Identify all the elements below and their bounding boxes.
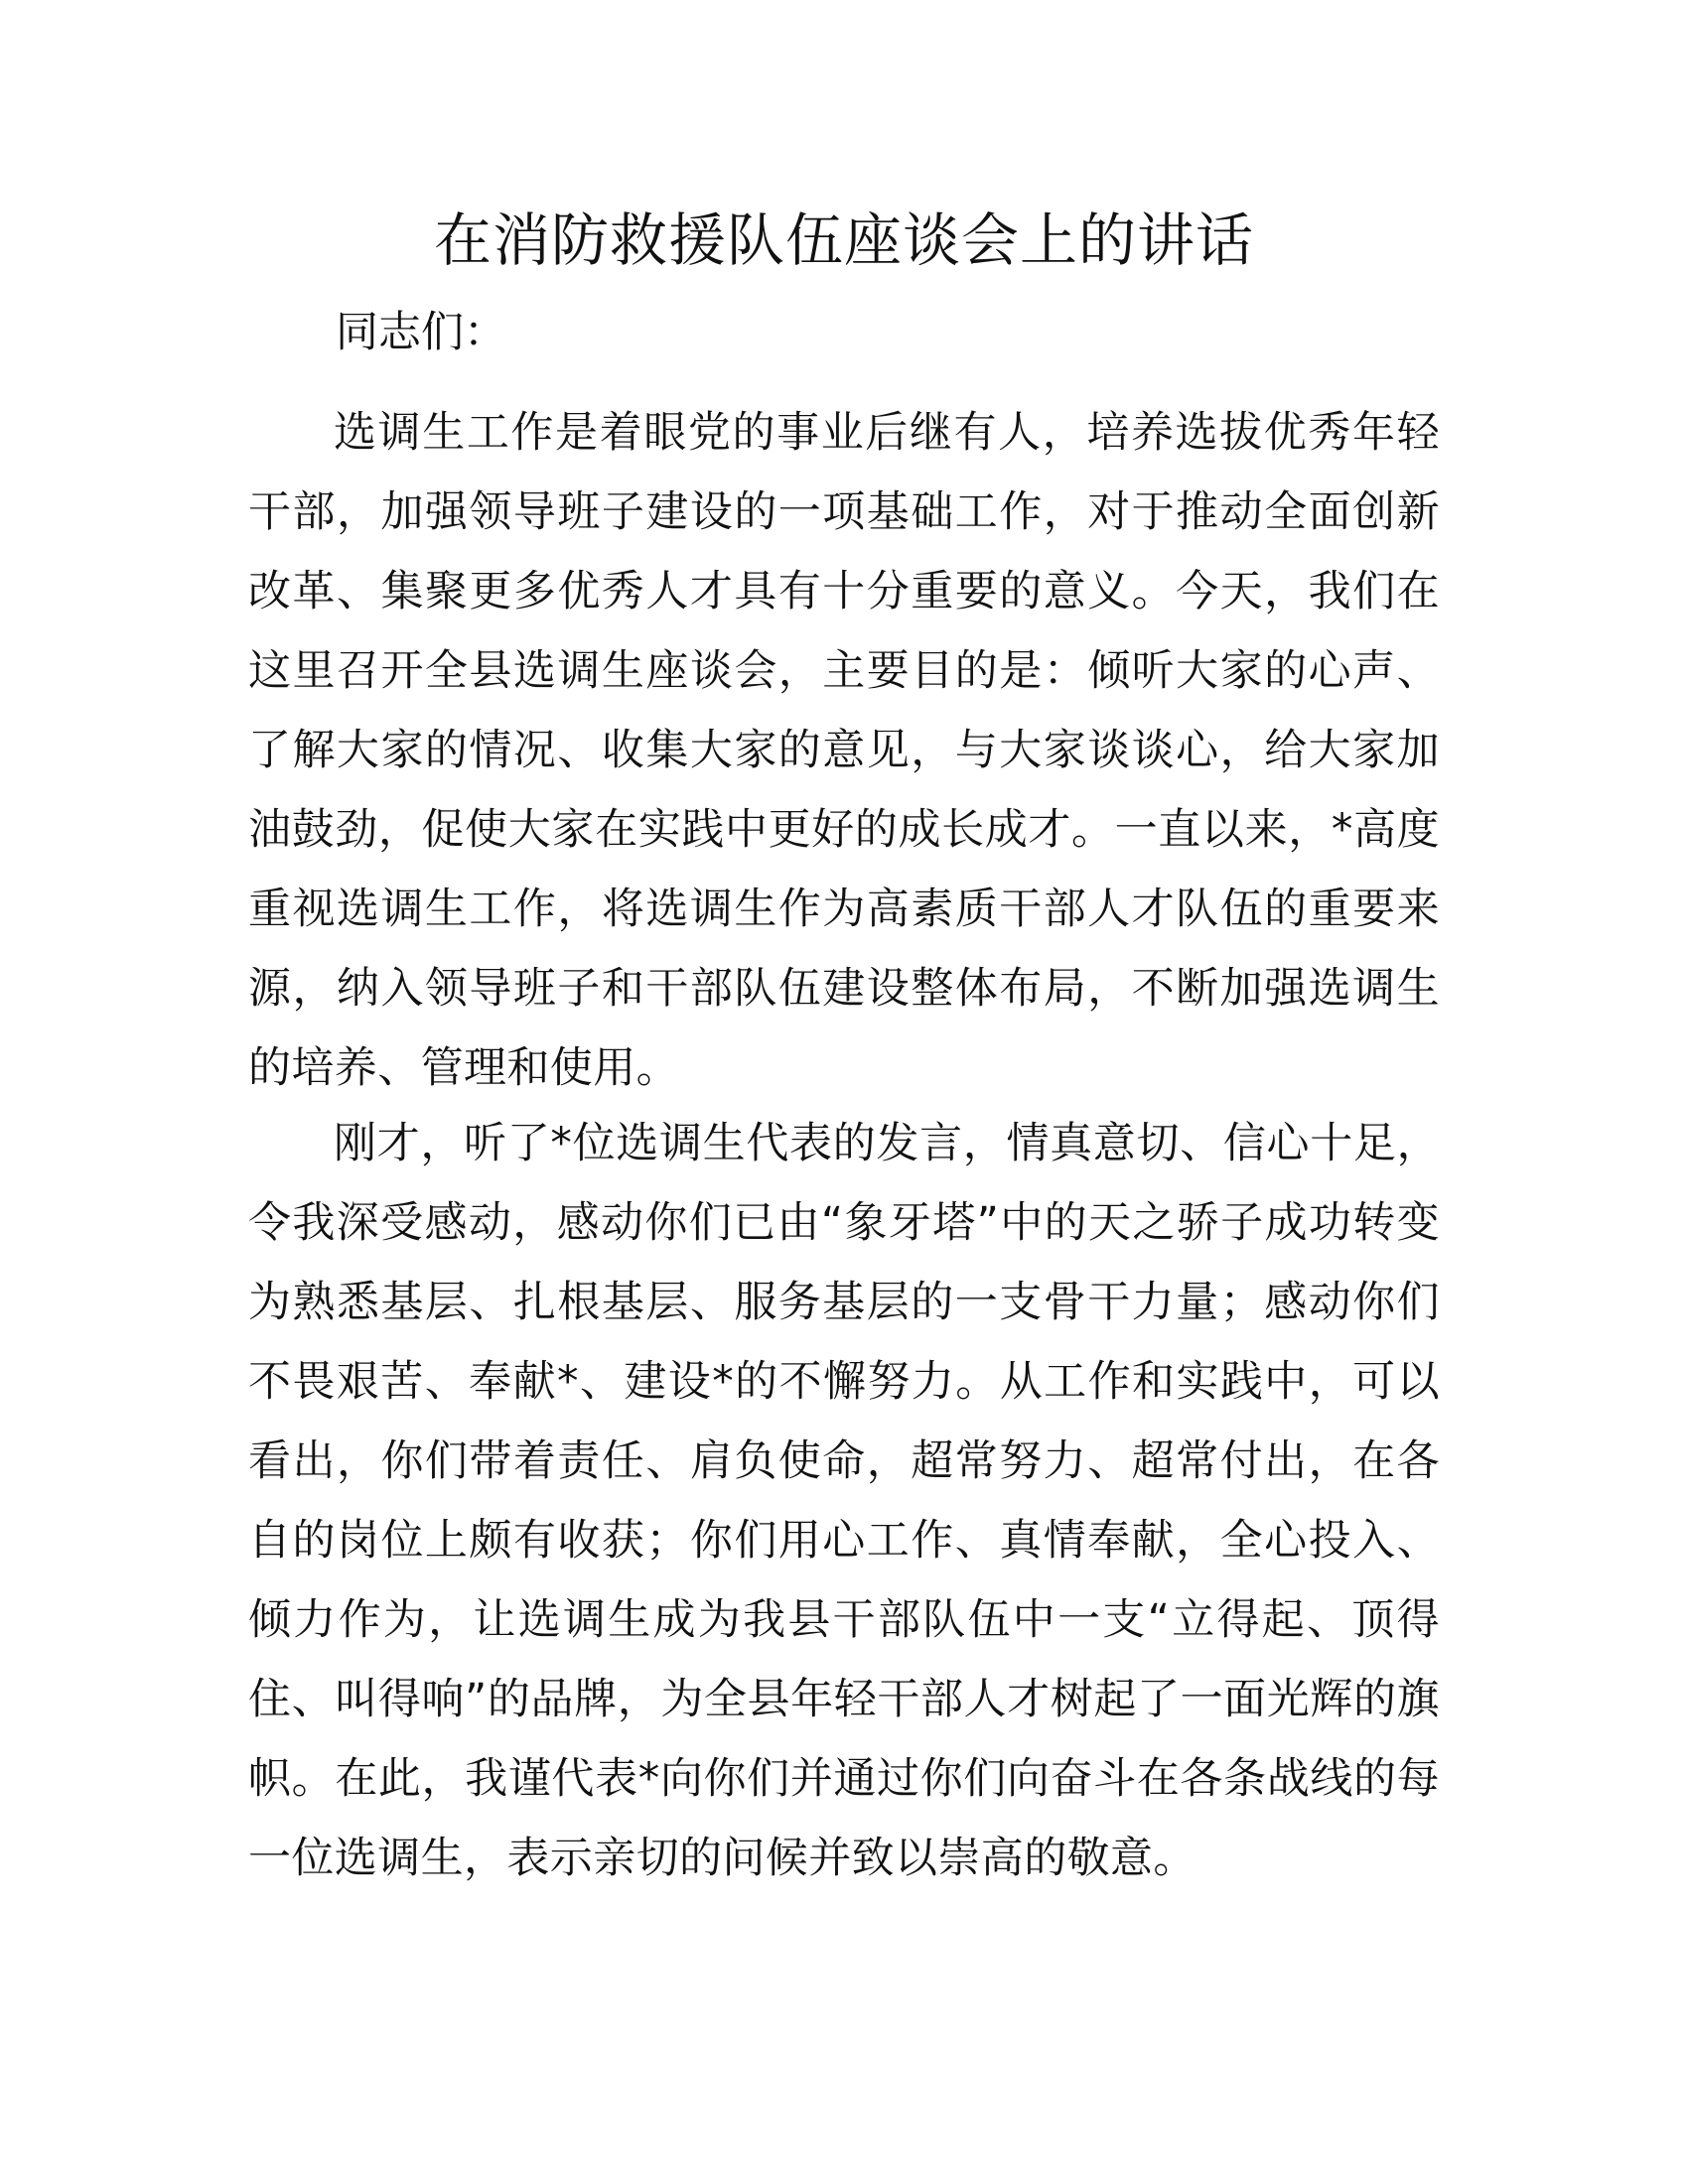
paragraph-1: 选调生工作是着眼党的事业后继有人，培养选拔优秀年轻干部，加强领导班子建设的一项基础工作，对于推动全面创新改革、集聚更多优秀人才具有十分重要的意义。今天，我们在这里召开全县选调生座谈会，主要目的是：倾听大家的心声、了解大家的情况、收集大家的意见，与大家谈谈心，给大家加油鼓劲，促使大家在实践中更好的成长成才。一直以来，*高度重视选调生工作，将选调生作为高素质干部人才队伍的重要来源，纳入领导班子和干部队伍建设整体布局，不断加强选调生的培养、管理和使用。	[248, 408, 1440, 1093]
paragraph-2: 刚才，听了*位选调生代表的发言，情真意切、信心十足，令我深受感动，感动你们已由“象牙塔”中的天之骄子成功转变为熟悉基层、扎根基层、服务基层的一支骨干力量；感动你们不畏艰苦、奉献*、建设*的不懈努力。从工作和实践中，可以看出，你们带着责任、肩负使命，超常努力、超常付出，在各自的岗位上颇有收获；你们用心工作、真情奉献，全心投入、倾力作为，让选调生成为我县干部队伍中一支“立得起、顶得住、叫得响”的品牌，为全县年轻干部人才树起了一面光辉的旗帜。在此，我谨代表*向你们并通过你们向奋斗在各条战线的每一位选调生，表示亲切的问候并致以崇高的敬意。	[248, 1119, 1440, 1883]
document-title: 在消防救援队伍座谈会上的讲话	[433, 206, 1254, 274]
salutation: 同志们：	[336, 308, 506, 357]
